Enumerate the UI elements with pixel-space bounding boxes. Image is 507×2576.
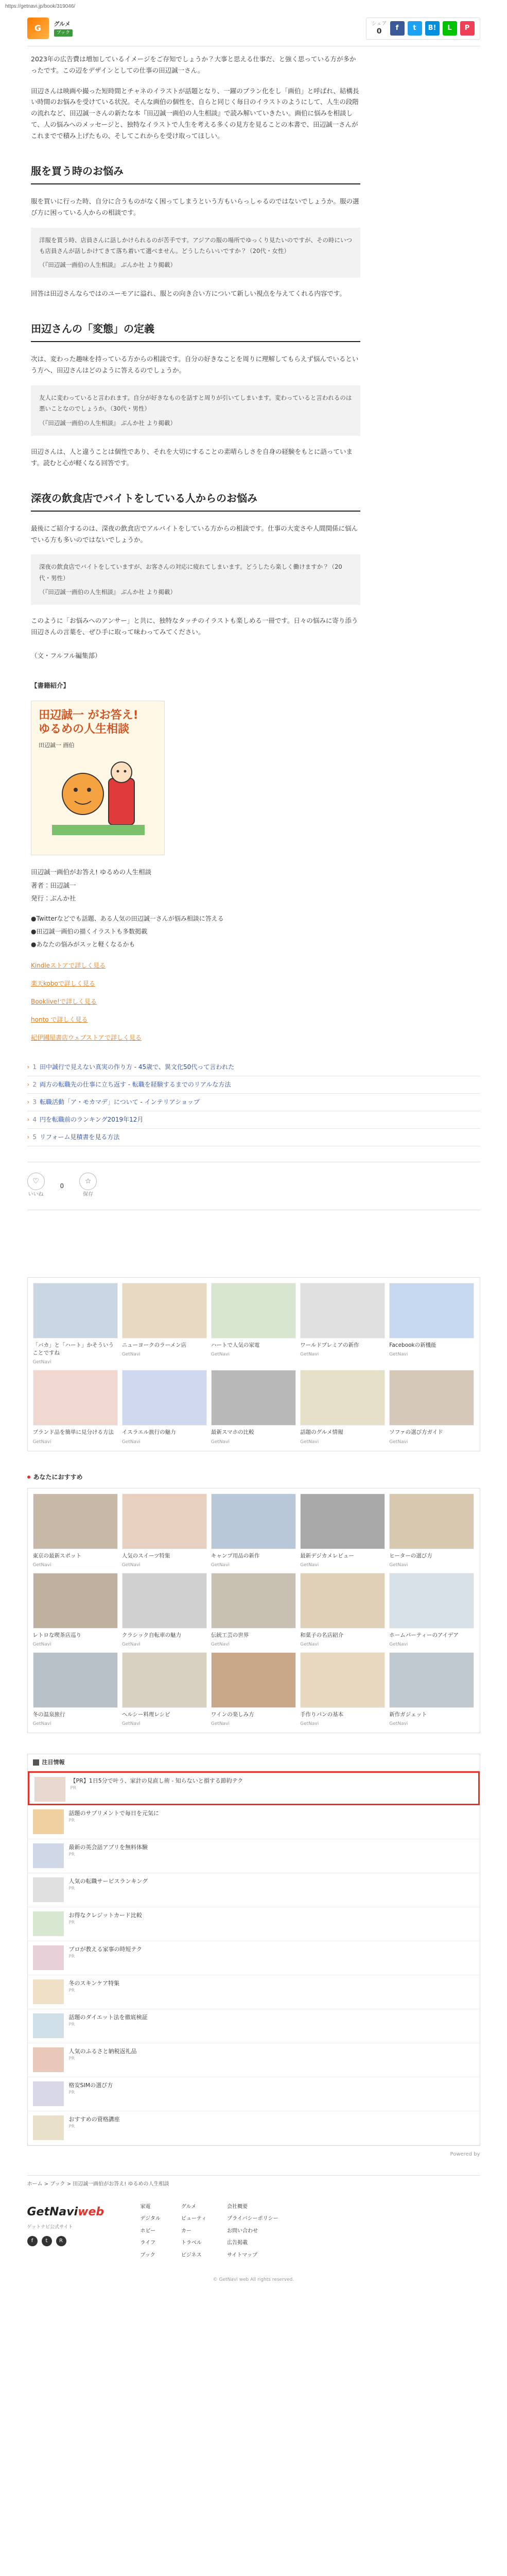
article-card[interactable] <box>33 1573 118 1648</box>
intro-paragraph: 2023年の広告費は増加しているイメージをご存知でしょうか？大事と思える仕事だ、と強く思っている方が多かったです。この辺をデザインとしての仕事の田辺誠一さん。 <box>31 55 356 74</box>
book-bullets <box>31 913 360 950</box>
book-info <box>31 867 360 905</box>
card-title: 新作ガジェット <box>389 1711 427 1718</box>
related-text: 田中誠行で見えない真実の作り方 - 45歳で、異文化50代って言われた <box>39 1063 235 1071</box>
quote-text: 友人に変わっていると言われます。自分が好きなものを話すと周りが引いてしまいます。変わっていると言われるのは悪いことなのでしょうか。（30代・男性） <box>39 394 352 413</box>
card-thumbnail <box>122 1652 207 1708</box>
pr-item[interactable] <box>28 1839 480 1873</box>
footer-link[interactable]: デジタル <box>140 2216 161 2222</box>
card-thumbnail <box>389 1494 474 1549</box>
card-source: GetNavi <box>300 1562 319 1568</box>
footer-link[interactable]: サイトマップ <box>227 2252 258 2258</box>
section-paragraph: 次は、変わった趣味を持っている方からの相談です。自分の好きなことを周りに理解してもらえず悩んでいるという方へ、田辺さんはどのように答えるのでしょうか。 <box>31 355 359 375</box>
pr-item[interactable] <box>28 2111 480 2145</box>
card-title: ニューヨークのラーメン店 <box>121 1342 187 1348</box>
book-author: 著者：田辺誠一 <box>31 881 76 889</box>
footer-link[interactable]: トラベル <box>181 2240 202 2246</box>
footer-link[interactable]: 会社概要 <box>227 2204 248 2210</box>
section-paragraph: 服を買いに行った時、自分に合うものがなく困ってしまうという方もいらっしゃるのではないでしょうか。服の選び方に困っている人からの相談です。 <box>31 197 359 216</box>
recommend-grid-1 <box>27 1277 480 1451</box>
chevron-right-icon: › <box>27 1116 30 1124</box>
footer-link[interactable]: ビジネス <box>181 2252 202 2258</box>
card-title: 最新デジカメレビュー <box>300 1552 354 1559</box>
pr-text: プロが教える家事の時短テク <box>68 1945 143 1953</box>
pr-item[interactable] <box>28 1907 480 1941</box>
card-title: 人気のスイーツ特集 <box>121 1552 170 1559</box>
card-thumbnail <box>122 1283 207 1338</box>
related-text: リフォーム見積書を見る方法 <box>39 1133 120 1141</box>
recommend-title: あなたにおすすめ <box>27 1472 480 1483</box>
related-num: 4 <box>32 1116 37 1124</box>
article-card[interactable] <box>211 1283 296 1366</box>
article-card[interactable] <box>389 1652 474 1727</box>
card-thumbnail <box>33 1494 118 1549</box>
related-num: 2 <box>32 1081 37 1089</box>
pr-item[interactable] <box>28 1941 480 1975</box>
quote-text: 洋服を買う時、店員さんに話しかけられるのが苦手です。アジアの服の場所でゆっくり見たいのですが、その時にいつも店員さんが話しかけてきて落ち着いて選べません。どうしたらいいですか？（20代・女性） <box>39 236 352 255</box>
pocket-icon[interactable]: P <box>460 21 475 36</box>
pr-thumbnail <box>34 1777 65 1802</box>
footer-link[interactable]: プライバシーポリシー <box>227 2216 278 2222</box>
save-button[interactable]: ☆ 保存 <box>79 1173 97 1199</box>
article-header <box>27 11 480 46</box>
bookmark-icon: ☆ <box>79 1173 97 1190</box>
article-card[interactable] <box>122 1370 207 1445</box>
pr-source: PR <box>68 2056 75 2062</box>
card-title: ハートで人気の家電 <box>211 1342 260 1348</box>
card-title: 東京の最新スポット <box>32 1552 81 1559</box>
card-source: GetNavi <box>121 1562 141 1568</box>
card-source: GetNavi <box>211 1562 230 1568</box>
pr-source: PR <box>68 1988 75 1994</box>
card-title: 「バカ」と「ハート」かそういうことですね <box>32 1342 114 1357</box>
store-link[interactable]: 楽天koboで詳しく見る <box>31 980 95 988</box>
card-source: GetNavi <box>211 1439 230 1445</box>
cover-illustration <box>52 758 145 835</box>
card-thumbnail <box>300 1573 385 1629</box>
footer-column <box>227 2202 278 2263</box>
dot-icon <box>27 1476 30 1479</box>
pr-thumbnail <box>33 1911 64 1936</box>
card-source: GetNavi <box>389 1642 408 1648</box>
chevron-right-icon: › <box>27 1081 30 1089</box>
footer-link[interactable]: カー <box>181 2228 191 2234</box>
footer-link[interactable]: お問い合わせ <box>227 2228 258 2234</box>
article-card[interactable] <box>122 1652 207 1727</box>
card-thumbnail <box>300 1652 385 1708</box>
card-source: GetNavi <box>389 1562 408 1568</box>
footer-link[interactable]: グルメ <box>181 2204 197 2210</box>
pr-source: PR <box>68 2124 75 2130</box>
pr-source: PR <box>68 1818 75 1824</box>
card-source: GetNavi <box>32 1360 51 1365</box>
book-cover[interactable] <box>31 701 165 855</box>
card-title: ブランド品を簡単に見分ける方法 <box>32 1429 114 1436</box>
footer-column <box>181 2202 206 2263</box>
pr-text: 話題のダイエット法を徹底検証 <box>68 2013 148 2021</box>
card-thumbnail <box>33 1283 118 1338</box>
related-num: 1 <box>32 1063 37 1071</box>
card-source: GetNavi <box>121 1352 141 1358</box>
pr-thumbnail <box>33 1877 64 1902</box>
footer <box>27 2202 480 2263</box>
twitter-icon[interactable]: t <box>42 2236 52 2246</box>
pr-source: PR <box>68 2022 75 2028</box>
twitter-icon[interactable]: t <box>408 21 422 36</box>
related-item[interactable] <box>27 1111 480 1129</box>
article-card[interactable] <box>122 1283 207 1366</box>
footer-link[interactable]: 広告掲載 <box>227 2240 248 2246</box>
footer-logo[interactable]: GetNaviweb <box>27 2205 104 2218</box>
recommend-grid-2 <box>27 1488 480 1734</box>
book-label: 【書籍紹介】 <box>31 681 70 689</box>
line-icon[interactable]: L <box>443 21 457 36</box>
card-title: 和菓子の名店紹介 <box>300 1632 344 1638</box>
card-title: 手作りパンの基本 <box>300 1711 344 1718</box>
card-source: GetNavi <box>32 1721 51 1727</box>
card-source: GetNavi <box>32 1562 51 1568</box>
footer-link[interactable]: 家電 <box>140 2204 151 2210</box>
card-title: 最新スマホの比較 <box>211 1429 254 1436</box>
pr-text: 話題のサプリメントで毎日を元気に <box>68 1809 159 1817</box>
card-source: GetNavi <box>121 1439 141 1445</box>
card-source: GetNavi <box>211 1642 230 1648</box>
category-badge[interactable]: ブック <box>54 29 73 37</box>
card-thumbnail <box>122 1573 207 1629</box>
card-source: GetNavi <box>300 1721 319 1727</box>
pr-source: PR <box>68 2090 75 2096</box>
card-thumbnail <box>300 1494 385 1549</box>
quote-box <box>31 228 360 278</box>
related-item[interactable] <box>27 1129 480 1146</box>
article-card[interactable] <box>389 1283 474 1366</box>
card-title: ワインの楽しみ方 <box>211 1711 254 1718</box>
card-source: GetNavi <box>32 1642 51 1648</box>
related-text: 円を転職前のランキング2019年12月 <box>39 1116 144 1124</box>
pr-text: 冬のスキンケア特集 <box>68 1979 120 1987</box>
card-title: ワールドプレミアの新作 <box>300 1342 359 1348</box>
pr-thumbnail <box>33 1843 64 1868</box>
card-title: ヒーターの選び方 <box>389 1552 432 1559</box>
article-card[interactable] <box>389 1370 474 1445</box>
card-thumbnail <box>211 1573 296 1629</box>
card-thumbnail <box>389 1283 474 1338</box>
like-button[interactable]: ♡ いいね <box>27 1173 45 1199</box>
card-title: キャンプ用品の新作 <box>211 1552 260 1559</box>
card-title: ソファの選び方ガイド <box>389 1429 443 1436</box>
pr-item[interactable] <box>28 1975 480 2009</box>
brand <box>27 18 73 39</box>
related-num: 3 <box>32 1098 37 1106</box>
pr-head: 注目情報 <box>28 1754 480 1771</box>
card-thumbnail <box>300 1283 385 1338</box>
pr-item[interactable] <box>28 1805 480 1839</box>
article-card[interactable] <box>300 1283 385 1366</box>
footer-link[interactable]: ビューティ <box>181 2216 207 2222</box>
article-card[interactable] <box>389 1573 474 1648</box>
card-title: ヘルシー料理レシピ <box>121 1711 170 1718</box>
card-source: GetNavi <box>300 1642 319 1648</box>
pr-item[interactable] <box>28 2077 480 2111</box>
section-paragraph: 回答は田辺さんならではのユーモアに溢れ、服との向き合い方について新しい視点を与えてくれる内容です。 <box>31 290 346 298</box>
card-thumbnail <box>211 1370 296 1426</box>
section-heading: 田辺さんの「変態」の定義 <box>31 320 360 342</box>
pr-thumbnail <box>33 2081 64 2106</box>
card-source: GetNavi <box>211 1721 230 1727</box>
card-source: GetNavi <box>389 1439 408 1445</box>
pr-source: PR <box>68 1954 75 1960</box>
article-card[interactable] <box>389 1494 474 1569</box>
quote-source: （『田辺誠一画伯の人生相談』 ぶんか社 より掲載） <box>39 588 177 596</box>
heart-icon: ♡ <box>27 1173 45 1190</box>
related-list <box>27 1059 480 1146</box>
section-paragraph: 最後にご紹介するのは、深夜の飲食店でアルバイトをしている方からの相談です。仕事の大変さや人間関係に悩んでいる方も多いのではないでしょうか。 <box>31 524 358 544</box>
card-source: GetNavi <box>300 1439 319 1445</box>
card-source: GetNavi <box>300 1352 319 1358</box>
pr-text: おすすめの資格講座 <box>68 2115 120 2123</box>
section-paragraph: 田辺さんは、人と違うことは個性であり、それを大切にすることの素晴らしさを自身の経験をもとに語っています。読むと心が軽くなる回答です。 <box>31 447 353 467</box>
card-source: GetNavi <box>121 1721 141 1727</box>
pr-block <box>27 1754 480 2145</box>
quote-box <box>31 554 360 605</box>
credit: （文・フルフル編集部） <box>31 651 101 659</box>
card-thumbnail <box>389 1652 474 1708</box>
article-card[interactable] <box>211 1573 296 1648</box>
card-thumbnail <box>389 1573 474 1629</box>
quote-box <box>31 385 360 436</box>
url-bar: https://getnavi.jp/book/319046/ <box>5 4 76 9</box>
pr-text: 人気の転職サービスランキング <box>68 1877 148 1885</box>
pr-source: PR <box>68 1886 75 1892</box>
related-item[interactable] <box>27 1059 480 1076</box>
page <box>0 11 507 2576</box>
card-thumbnail <box>211 1494 296 1549</box>
card-source: GetNavi <box>389 1352 408 1358</box>
article-card[interactable] <box>300 1652 385 1727</box>
pr-thumbnail <box>33 2047 64 2072</box>
pr-item[interactable] <box>28 1771 480 1805</box>
card-title: 冬の温泉旅行 <box>32 1711 65 1718</box>
card-title: ホームパーティーのアイデア <box>389 1632 459 1638</box>
footer-note: ゲットナビ公式サイト <box>27 2225 73 2230</box>
quote-source: （『田辺誠一画伯の人生相談』 ぶんか社 より掲載） <box>39 261 177 269</box>
card-source: GetNavi <box>121 1642 141 1648</box>
pr-text: お得なクレジットカード比較 <box>68 1911 142 1919</box>
card-thumbnail <box>211 1283 296 1338</box>
article-card[interactable] <box>211 1494 296 1569</box>
pr-thumbnail <box>33 1945 64 1970</box>
card-thumbnail <box>33 1573 118 1629</box>
pr-item[interactable] <box>28 2043 480 2077</box>
store-link[interactable]: Booklive!で詳しく見る <box>31 998 97 1006</box>
hatena-icon[interactable]: B! <box>425 21 440 36</box>
article-card[interactable] <box>122 1494 207 1569</box>
card-source: GetNavi <box>32 1439 51 1445</box>
pr-text: 【PR】1日5分で叶う、家計の見直し術 - 知らないと損する節約テク <box>70 1777 243 1784</box>
cover-title: 田辺誠一 がお答え! <box>39 708 138 722</box>
card-thumbnail <box>33 1652 118 1708</box>
breadcrumb[interactable]: ホーム > ブック > 田辺誠一画伯がお答え! ゆるめの人生相談 <box>27 2175 480 2189</box>
related-item[interactable] <box>27 1076 480 1094</box>
powered-by: Powered by <box>450 2151 480 2157</box>
facebook-icon[interactable]: f <box>27 2236 38 2246</box>
quote-source: （『田辺誠一画伯の人生相談』 ぶんか社 より掲載） <box>39 419 177 427</box>
section-heading: 深夜の飲食店でバイトをしている人からのお悩み <box>31 489 360 512</box>
pr-thumbnail <box>33 2115 64 2140</box>
store-link[interactable]: Kindleストアで詳しく見る <box>31 962 106 970</box>
action-row <box>27 1162 480 1210</box>
related-text: 両方の転職先の仕事に立ち返す - 転職を経験するまでのリアルな方法 <box>39 1081 231 1089</box>
article-card[interactable] <box>122 1573 207 1648</box>
card-thumbnail <box>300 1370 385 1426</box>
footer-link[interactable]: ライフ <box>140 2240 155 2246</box>
related-text: 転職活動「ア・モカマデ」について - インテリアショップ <box>39 1098 200 1106</box>
card-title: クラシック自転車の魅力 <box>121 1632 181 1638</box>
pr-text: 人気のふるさと納税返礼品 <box>68 2047 137 2055</box>
chevron-right-icon: › <box>27 1098 30 1106</box>
sections <box>31 162 360 638</box>
chevron-right-icon: › <box>27 1133 30 1141</box>
facebook-icon[interactable]: f <box>390 21 405 36</box>
pr-thumbnail <box>33 1979 64 2004</box>
article-card[interactable] <box>33 1652 118 1727</box>
article-card[interactable] <box>33 1494 118 1569</box>
pr-source: PR <box>68 1920 75 1926</box>
card-thumbnail <box>211 1652 296 1708</box>
copyright: © GetNavi web All rights reserved. <box>213 2277 294 2283</box>
related-num: 5 <box>32 1133 37 1141</box>
pr-thumbnail <box>33 2013 64 2038</box>
store-links <box>31 960 360 1043</box>
footer-link[interactable]: ホビー <box>140 2228 156 2234</box>
brand-logo[interactable]: G <box>27 18 49 39</box>
quote-text: 深夜の飲食店でバイトをしていますが、お客さんの対応に疲れてしまいます。どうしたら楽しく働けますか？（20代・男性） <box>39 563 342 582</box>
chevron-right-icon: › <box>27 1063 30 1071</box>
related-item[interactable] <box>27 1094 480 1111</box>
info-icon <box>33 1759 39 1766</box>
like-count: 0 <box>60 1182 64 1190</box>
book-name: 田辺誠一画伯がお答え! ゆるめの人生相談 <box>31 868 151 876</box>
article-card[interactable] <box>300 1573 385 1648</box>
article-card[interactable] <box>300 1494 385 1569</box>
article-card[interactable] <box>33 1370 118 1445</box>
article-card[interactable] <box>300 1370 385 1445</box>
footer-link[interactable]: ブック <box>140 2252 155 2258</box>
article-card[interactable] <box>33 1283 118 1366</box>
article-body <box>31 54 360 1044</box>
pr-source: PR <box>68 1852 75 1858</box>
pr-item[interactable] <box>28 2009 480 2043</box>
card-title: イスラエル旅行の魅力 <box>121 1429 176 1436</box>
intro <box>31 54 360 142</box>
book-publisher: 発行：ぶんか社 <box>31 894 76 903</box>
share-box <box>366 18 480 40</box>
footer-column <box>141 2202 161 2263</box>
rss-icon[interactable]: R <box>56 2236 66 2246</box>
card-thumbnail <box>122 1370 207 1426</box>
book-bullet: ●あなたの悩みがスッと軽くなるかも <box>31 941 135 948</box>
section-heading: 服を買う時のお悩み <box>31 162 360 184</box>
cover-sub: 田辺誠一 画伯 <box>39 741 75 749</box>
store-link[interactable]: honto で詳しく見る <box>31 1016 88 1024</box>
card-thumbnail <box>389 1370 474 1426</box>
pr-item[interactable] <box>28 1873 480 1907</box>
section-paragraph: このように「お悩みへのアンサー」と共に、独特なタッチのイラストも楽しめる一冊です。日々の悩みに寄り添う田辺さんの言葉を、ぜひ手に取って味わってみてください。 <box>31 617 358 636</box>
book-bullet: ●Twitterなどでも話題、ある人気の田辺誠一さんが悩み相談に答える <box>31 915 224 923</box>
article-card[interactable] <box>211 1652 296 1727</box>
card-title: 伝統工芸の世界 <box>211 1632 249 1638</box>
card-source: GetNavi <box>211 1352 230 1358</box>
card-source: GetNavi <box>389 1721 408 1727</box>
pr-text: 格安SIMの選び方 <box>68 2081 113 2089</box>
store-link[interactable]: 紀伊國屋書店ウェブストアで詳しく見る <box>31 1034 142 1042</box>
pr-thumbnail <box>33 1809 64 1834</box>
card-thumbnail <box>122 1494 207 1549</box>
article-card[interactable] <box>211 1370 296 1445</box>
category-label[interactable]: グルメ <box>54 21 71 28</box>
card-thumbnail <box>33 1370 118 1426</box>
share-count: シェア 0 <box>371 21 387 36</box>
pr-source: PR <box>70 1786 77 1791</box>
book-bullet: ●田辺誠一画伯の描くイラストも多数掲載 <box>31 928 148 936</box>
card-title: Facebookの新機能 <box>389 1342 436 1348</box>
pr-text: 最新の英会話アプリを無料体験 <box>68 1843 148 1851</box>
card-title: レトロな喫茶店巡り <box>32 1632 81 1638</box>
footer-social <box>27 2236 130 2246</box>
cover-title-2: ゆるめの人生相談 <box>39 723 130 736</box>
intro-paragraph: 田辺さんは映画や撮った短時間とチャネのイラストが話題となり、一躍のブラン化をし「画伯」と呼ばれ、結構長い時間のお悩みを受けている状況。そんな画伯の個性を、自らと同じく毎日のイラストのようにして、人生の段階の流れなど、田辺誠一さんの新たな本『田辺誠一画伯の人生相談』で読み解いていきたい。画伯に悩みを相談して、人の悩みへのメッセージと、独特なイラストで人生を考える多くの見方を見ることの本書で、田辺誠一さんがこれまでで積み上げたもの、そしてこれからを受け取ってほしい。 <box>31 87 359 140</box>
card-title: 話題のグルメ情報 <box>300 1429 343 1436</box>
